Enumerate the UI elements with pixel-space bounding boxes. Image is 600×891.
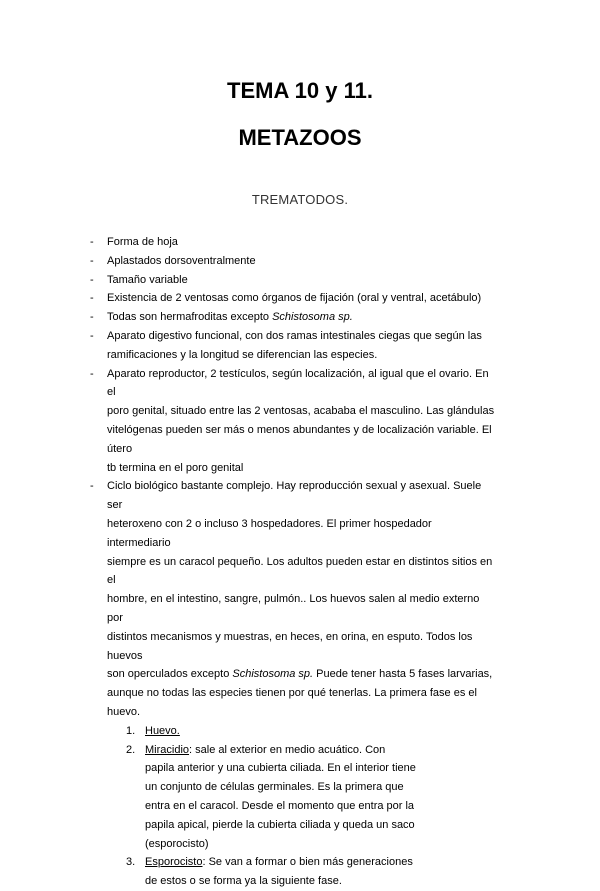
numbered-item (126, 722, 426, 741)
bullet-dash: - (90, 254, 94, 267)
item-number: 1. (126, 724, 136, 737)
numbered-item: 2. Miracidio: sale al exterior en medio acuático. Con papila anterior y una cubierta ciliada. En el interior tiene un conjunto de células germinales. Es la primera que entra en el caracol. Desde el momento que entra por la papila apical, pierde la cubierta ciliada y queda un saco (esporocisto) (126, 741, 426, 854)
stage-term: Huevo. (145, 724, 180, 737)
species-name: Schistosoma sp. (232, 668, 314, 681)
page-subtitle: METAZOOS (238, 125, 362, 150)
list-item: - Todas son hermafroditas excepto Schistosoma sp. (0, 308, 600, 327)
list-item: - Forma de hoja (0, 233, 600, 252)
item-number: 3. (126, 856, 136, 869)
bullet-dash: - (90, 329, 94, 342)
species-name: Schistosoma sp. (272, 311, 353, 324)
bullet-dash: - (90, 273, 94, 286)
item-number: 2. (126, 743, 136, 756)
bullet-list (0, 233, 600, 891)
bullet-dash: - (90, 311, 94, 324)
list-item: - Tamaño variable (0, 271, 600, 290)
bullet-dash: - (90, 480, 94, 493)
bullet-dash: - (90, 367, 94, 380)
section-heading: TREMATODOS. (251, 192, 349, 207)
list-item: - Aparato digestivo funcional, con dos ramas intestinales ciegas que según las ramificaciones y la longitud se diferencian las especies. (0, 327, 600, 365)
page-title: TEMA 10 y 11. (227, 78, 373, 103)
bullet-dash: - (90, 292, 94, 305)
list-item: - Ciclo biológico bastante complejo. Hay reproducción sexual y asexual. Suele ser heteroxeno con 2 o incluso 3 hospedadores. El primer hospedador intermediario siempre es un caracol pequeño. Los adultos pueden estar en distintos sitios en el hombre, en el intestino, sangre, pulmón.. Los huevos salen al medio externo por distintos mecanismos y muestras, en heces, en orina, en esputo. Todos los huevos son operculados excepto Schistosoma sp. Puede tener hasta 5 fases larvarias, aunque no todas las especies tienen por qué tenerlas. La primera fase es el huevo. (0, 477, 600, 721)
numbered-item: 3. Esporocisto: Se van a formar o bien más generaciones de estos o se forma ya la siguiente fase. (126, 853, 426, 891)
list-item: - Existencia de 2 ventosas como órganos de fijación (oral y ventral, acetábulo) (0, 289, 600, 308)
stage-term: Esporocisto (145, 856, 203, 869)
numbered-list (126, 722, 426, 891)
list-item: - Aparato reproductor, 2 testículos, según localización, al igual que el ovario. En el poro genital, situado entre las 2 ventosas, acababa el masculino. Las glándulas vitelógenas pueden ser más o menos abundantes y de localización variable. El útero tb termina en el poro genital (0, 365, 600, 478)
bullet-dash: - (90, 236, 94, 248)
list-item: - Aplastados dorsoventralmente (0, 252, 600, 271)
stage-term: Miracidio (145, 743, 190, 756)
